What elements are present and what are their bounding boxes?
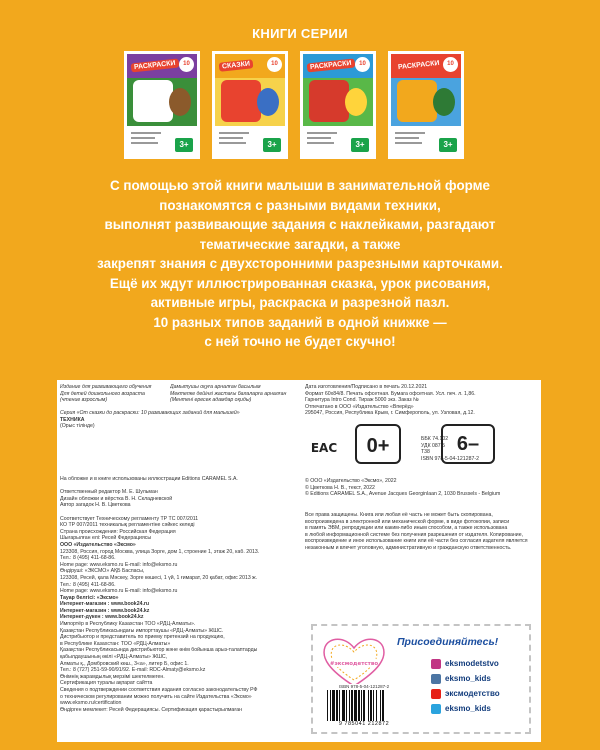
book-title-note: (Орыс тілінде) xyxy=(60,423,95,430)
social-link-label: eksmo_kids xyxy=(445,704,491,713)
classification-line: T38 xyxy=(421,449,430,456)
imprint-line: Сертификация туралы ақпарат сайтта xyxy=(60,680,153,687)
audience-line: (Ментені ересек адамдар оқиды) xyxy=(170,397,252,404)
description-line: Ещё их ждут иллюстрированная сказка, урок рисования, xyxy=(109,275,491,291)
cover-character xyxy=(345,88,367,116)
barcode-isbn: ISBN 978-5-04-121287-2 xyxy=(338,684,390,689)
cover-age: 3+ xyxy=(175,138,193,152)
cover-badge: 10 xyxy=(355,57,370,72)
cover-character xyxy=(433,88,455,116)
imprint-line: в Республике Казахстан: ТОО «РДЦ-Алматы» xyxy=(60,640,171,647)
imprint-line: Дистрибьютор и представитель по приему претензий на продукцию, xyxy=(60,634,225,641)
print-line: Формат 60x84/8. Печать офсетная. Бумага офсетная. Усл. печ. л. 1,86. xyxy=(305,390,476,397)
social-link[interactable] xyxy=(431,701,500,716)
info-panel xyxy=(301,380,541,742)
imprint-line: Автор загадок Н. В. Цветкова xyxy=(60,502,131,509)
copyright-line: © Цветкова Н. В., текст, 2022 xyxy=(305,484,375,491)
social-link-label: eksmodetstvo xyxy=(445,659,499,668)
audience-line: Для детей дошкольного возраста xyxy=(60,390,145,397)
print-line: Дата изготовления/Подписано в печать 20.12.2021 xyxy=(305,384,428,390)
cover-title: РАСКРАСКИ xyxy=(307,59,355,73)
hashtag-label: #эксмодетство xyxy=(329,661,379,667)
rights-line: воспроизведена в электронной или механической форме, в виде фотокопии, записи xyxy=(305,518,510,525)
join-label: Присоединяйтесь! xyxy=(397,636,499,648)
description-line: С помощью этой книги малыши в занимательной форме xyxy=(109,178,490,193)
classification-line: ББК 74.102 xyxy=(421,436,449,442)
cover-age: 3+ xyxy=(263,138,281,152)
cover-illustration xyxy=(309,80,349,122)
audience-kz xyxy=(170,384,300,404)
audience-line: Дамытушы оқуға арналған басылым xyxy=(170,384,261,390)
imprint-line: Өндіруші: «ЭКСМО» АҚБ Баспасы, xyxy=(60,568,145,575)
telegram-icon xyxy=(431,704,441,714)
imprint-line: www.eksmo.ru/certification xyxy=(60,700,122,707)
imprint-line: Home page: www.eksmo.ru E-mail: info@eksmo.ru xyxy=(60,561,178,568)
copyright-line: © Editions CARAMEL S.A., Avenue Jacques Georginlaan 2, 1030 Brussels - Belgium xyxy=(305,491,501,498)
imprint-text xyxy=(60,476,298,713)
imprint-line: Қазақстан Республикасындағы импорттаушы «РДЦ-Алматы» ЖШС. xyxy=(60,627,224,634)
imprint-line: Тел.: 8 (495) 411-68-86. xyxy=(60,581,116,588)
imprint-panel xyxy=(57,380,301,742)
description-line: закрепят знания с двухсторонними разрезными карточками. xyxy=(97,256,503,271)
imprint-line: КО ТР 007/2011 техникалық регламентіне сәйкес келеді xyxy=(60,522,195,529)
social-link-label: эксмодетство xyxy=(445,689,500,698)
audience-line: Издание для развивающего обучения xyxy=(60,384,152,390)
imprint-line: қабылдаушының өкілі «РДЦ-Алматы» ЖШС, xyxy=(60,654,168,661)
social-promo xyxy=(311,624,531,734)
barcode-digits: 9 785041 212872 xyxy=(338,721,390,727)
description-line: 10 разных типов заданий в одной книжке — xyxy=(153,314,447,330)
print-line: 295047, Россия, Республика Крым, г. Симферополь, ул. Узловая, д.12. xyxy=(305,410,475,417)
series-book-cover xyxy=(124,51,200,159)
series-title: КНИГИ СЕРИИ xyxy=(252,26,348,41)
instagram-icon xyxy=(431,659,441,669)
print-line: Гарнитура Intro Cond. Тираж 5000 экз. Заказ № xyxy=(305,397,419,404)
cover-title: СКАЗКИ xyxy=(219,59,254,72)
imprint-line: 123308, Ресей, қала Мәскеу, Зорге көшесі, 1 үй, 1 ғимарат, 20 қабат, офис 2013 ж. xyxy=(60,574,258,581)
description-line: познакомятся с разными видами техники, xyxy=(159,197,441,213)
imprint-line: Импортёр в Республику Казахстан ТОО «РДЦ-Алматы». xyxy=(60,621,196,628)
imprint-line: Алматы қ., Домбровский көш., 3«а», литер Б, офис 1. xyxy=(60,660,189,667)
cover-badge: 10 xyxy=(443,57,458,72)
social-link[interactable] xyxy=(431,656,500,671)
cover-title: РАСКРАСКИ xyxy=(131,59,179,73)
imprint-line: Қазақстан Республикасында дистрибьютор және өнім бойынша арыз-талаптарды xyxy=(60,647,258,654)
social-links xyxy=(431,656,500,716)
audience-ru xyxy=(60,384,168,404)
rights-notice xyxy=(305,512,537,552)
social-link-label: eksmo_kids xyxy=(445,674,491,683)
cover-character xyxy=(257,88,279,116)
rights-line: незаконным и влечет уголовную, административную и гражданскую ответственность. xyxy=(305,544,512,551)
imprint-line: Соответствует Техническому регламенту ТР ТС 007/2011 xyxy=(60,515,199,522)
series-line xyxy=(60,410,298,417)
imprint-line: ООО «Издательство «Эксмо» xyxy=(60,541,136,548)
cover-illustration xyxy=(133,80,173,122)
imprint-line: Страна происхождения: Российская Федерация xyxy=(60,528,176,535)
series-book-cover xyxy=(300,51,376,159)
imprint-line: Тел.: 8 (727) 251-59-90/91/92. E-mail: RDC-Almaty@eksmo.kz xyxy=(60,667,206,674)
series-book-cover xyxy=(388,51,464,159)
cover-illustration xyxy=(221,80,261,122)
cover-age: 3+ xyxy=(439,138,457,152)
rights-line: Все права защищены. Книга или любая её часть не может быть скопирована, xyxy=(305,512,493,518)
cover-title: РАСКРАСКИ xyxy=(395,59,443,73)
eac-mark-icon xyxy=(309,430,339,464)
imprint-line xyxy=(60,509,298,516)
classification-line: УДК 087.5 xyxy=(421,442,446,449)
imprint-line: Сведения о подтверждении соответствия издания согласно законодательству РФ xyxy=(60,687,258,693)
series-text: Серия «От сказки до раскраски: 10 развивающих заданий для малышей» xyxy=(60,410,240,416)
print-line: Отпечатано в ООО «Издательство «Вперёд» xyxy=(305,403,414,410)
rights-line: воспроизведение и иное использование книги или её части без согласия издателя является xyxy=(305,538,528,545)
copyright-line: © ООО «Издательство «Эксмо», 2022 xyxy=(305,478,397,484)
imprint-line: Өндірген мемлекет: Ресей Федерациясы. Сертификация қарастырылмаған xyxy=(60,706,242,713)
book-description xyxy=(70,176,530,352)
rights-line: в любой информационной системе без получения разрешения от издателя. Копирование, xyxy=(305,531,524,538)
series-book-cover xyxy=(212,51,288,159)
imprint-line: Тауар белгісі: «Эксмо» xyxy=(60,594,119,601)
copyright xyxy=(305,478,537,498)
imprint-line: Тел.: 8 (495) 411-68-86. xyxy=(60,555,116,562)
imprint-line: На обложке и в книге использованы иллюстрации Editions CARAMEL S.A. xyxy=(60,476,238,482)
series-info xyxy=(60,410,298,430)
audience-line: (чтение взрослым) xyxy=(60,397,108,404)
heart-logo-icon xyxy=(319,634,389,690)
social-link[interactable] xyxy=(431,686,500,701)
imprint-line: Интернет-магазин : www.book24.ru xyxy=(60,601,150,608)
social-link[interactable] xyxy=(431,671,500,686)
age-minimum-mark: 6– xyxy=(441,424,495,464)
imprint-line: 123308, Россия, город Москва, улица Зорге, дом 1, строение 1, этаж 20, каб. 2013. xyxy=(60,548,260,555)
barcode-bars-icon xyxy=(325,690,403,721)
imprint-line: Интернет-магазин : www.book24.kz xyxy=(60,607,150,614)
cover-illustration xyxy=(397,80,437,122)
description-line: тематические загадки, а также xyxy=(199,236,401,252)
imprint-line: Home page: www.eksmo.ru E-mail: info@eksmo.ru xyxy=(60,588,178,595)
imprint-line: Дизайн обложки и вёрстка В. Н. Складневской xyxy=(60,495,173,502)
age-rating: 0+ xyxy=(355,424,401,464)
classification-line: ISBN 978-5-04-121287-2 xyxy=(421,455,479,462)
imprint-line: Интернет-дүкен : www.book24.kz xyxy=(60,614,144,621)
description-line: активные игры, раскраска и разрезной пазл. xyxy=(150,295,450,310)
youtube-icon xyxy=(431,689,441,699)
description-line: с ней точно не будет скучно! xyxy=(204,334,396,349)
audience-line: Мектепке дейінгі жастағы балаларға арналған xyxy=(170,390,287,397)
description-line: выполнят развивающие задания с наклейками, разгадают xyxy=(104,217,496,232)
cover-badge: 10 xyxy=(267,57,282,72)
cover-age: 3+ xyxy=(351,138,369,152)
print-details xyxy=(305,384,537,417)
cover-badge: 10 xyxy=(179,57,194,72)
imprint-line: о техническом регулировании можно получить на сайте Издательства «Эксмо» xyxy=(60,693,252,700)
imprint-line: Өнімнің жарамдылық мерзімі шектелмеген. xyxy=(60,673,165,680)
barcode xyxy=(321,684,407,728)
imprint-line: Шығарылған елі: Ресей Федерациясы xyxy=(60,535,152,542)
book-title: ТЕХНИКА xyxy=(60,416,85,423)
eac-label: EAC xyxy=(310,441,338,455)
cover-character xyxy=(169,88,191,116)
rights-line: в память ЭВМ, репродукции или каким-либо иным способом, а также использована xyxy=(305,525,508,532)
imprint-line: Ответственный редактор М. Е. Шульман xyxy=(60,489,158,496)
imprint-line xyxy=(60,483,298,490)
vk-icon xyxy=(431,674,441,684)
